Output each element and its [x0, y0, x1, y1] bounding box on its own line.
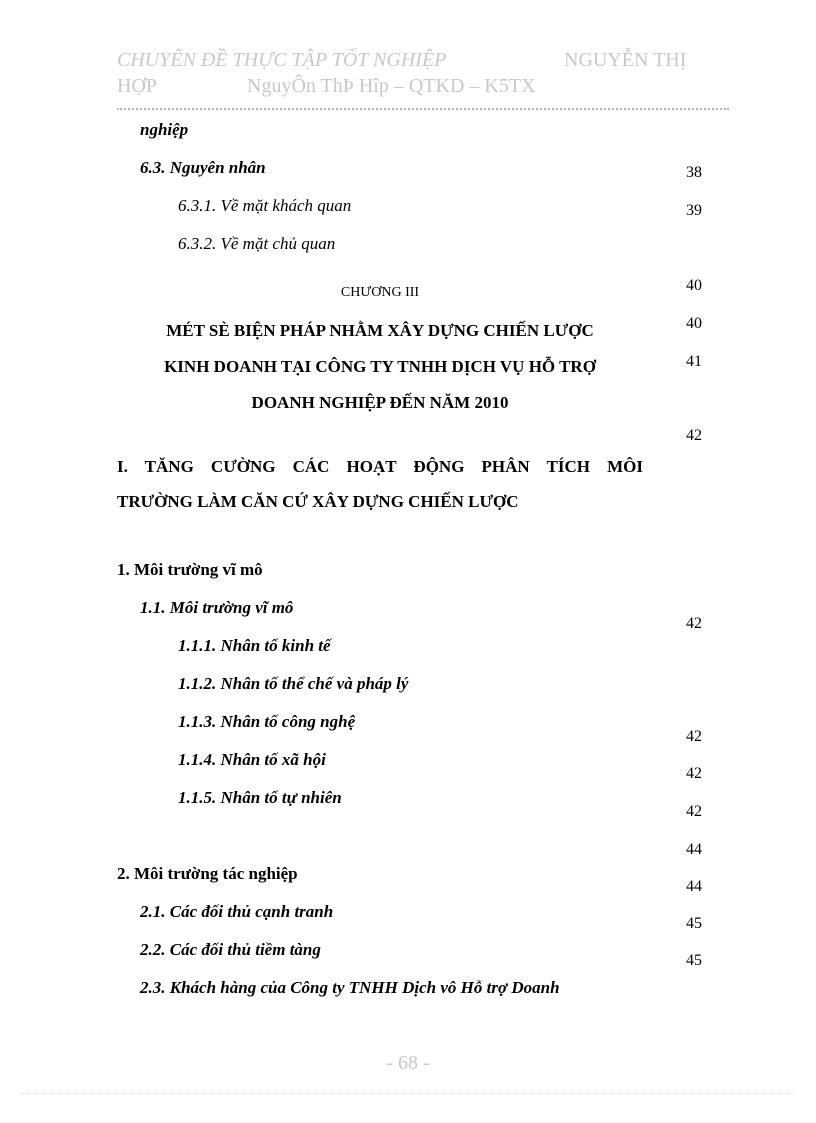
- toc-entry-1-1-3: 1.1.3. Nhân tố công nghệ: [178, 712, 356, 731]
- toc-page-number: 44: [686, 841, 702, 858]
- toc-entry-continuation: nghiệp: [140, 120, 189, 139]
- toc-page-number: 42: [686, 765, 702, 782]
- toc-page-number: 45: [686, 952, 702, 969]
- toc-entry-2-1: 2.1. Các đối thủ cạnh tranh: [140, 902, 334, 921]
- section-heading-line2: TRƯỜNG LÀM CĂN CỨ XÂY DỰNG CHIẾN LƯỢC: [117, 492, 519, 511]
- toc-entry-1-1-5: 1.1.5. Nhân tố tự nhiên: [178, 788, 342, 807]
- page-number-footer: - 68 -: [386, 1052, 430, 1074]
- header-author-name-part2: HỢP: [117, 75, 158, 97]
- header-author-class: NguyÔn ThÞ Hîp – QTKD – K5TX: [247, 75, 536, 97]
- chapter-title-line2: KINH DOANH TẠI CÔNG TY TNHH DỊCH VỤ HỖ TRỢ: [164, 357, 596, 376]
- toc-entry-2-3: 2.3. Khách hàng của Công ty TNHH Dịch vô Hỗ trợ Doanh: [140, 978, 560, 997]
- chapter-heading: CHƯƠNG III: [340, 285, 420, 300]
- header-divider: [117, 108, 729, 110]
- toc-page-number: 42: [686, 427, 702, 444]
- toc-page-number: 40: [686, 277, 702, 294]
- toc-entry-1-1: 1.1. Môi trường vĩ mô: [140, 598, 294, 617]
- toc-entry-1-1-1: 1.1.1. Nhân tố kinh tế: [178, 636, 331, 655]
- toc-page-number: 42: [686, 615, 702, 632]
- toc-entry-6-3-2: 6.3.2. Về mặt chủ quan: [178, 234, 336, 253]
- chapter-title-line3: DOANH NGHIỆP ĐẾN NĂM 2010: [251, 393, 509, 412]
- header-author-name-part1: NGUYỄN THỊ: [564, 49, 687, 71]
- toc-page-number: 40: [686, 315, 702, 332]
- header-thesis-title: CHUYÊN ĐỀ THỰC TẬP TỐT NGHIỆP: [117, 49, 447, 71]
- toc-page-number: 39: [686, 202, 702, 219]
- toc-entry-6-3: 6.3. Nguyên nhân: [140, 158, 266, 177]
- toc-page-number: 38: [686, 164, 702, 181]
- toc-entry-2-2: 2.2. Các đối thủ tiềm tàng: [140, 940, 321, 959]
- toc-page-number: 41: [686, 353, 702, 370]
- toc-page-number: 42: [686, 803, 702, 820]
- toc-entry-2: 2. Môi trường tác nghiệp: [117, 864, 298, 883]
- toc-entry-1-1-4: 1.1.4. Nhân tố xã hội: [178, 750, 326, 769]
- section-heading-line1: I. TĂNG CƯỜNG CÁC HOẠT ĐỘNG PHÂN TÍCH MÔI: [117, 457, 643, 476]
- chapter-title-line1: MÉT SÈ BIỆN PHÁP NHẰM XÂY DỰNG CHIẾN LƯỢC: [166, 321, 594, 340]
- toc-page-number: 42: [686, 728, 702, 745]
- footer-divider: [22, 1093, 794, 1094]
- toc-page-number: 45: [686, 915, 702, 932]
- toc-entry-1-1-2: 1.1.2. Nhân tố thể chế và pháp lý: [178, 674, 409, 693]
- running-header-line1: [117, 48, 707, 72]
- toc-entry-6-3-1: 6.3.1. Về mặt khách quan: [178, 196, 352, 215]
- running-header-line2: [117, 74, 707, 98]
- toc-entry-1: 1. Môi trường vĩ mô: [117, 560, 263, 579]
- toc-page-number: 44: [686, 878, 702, 895]
